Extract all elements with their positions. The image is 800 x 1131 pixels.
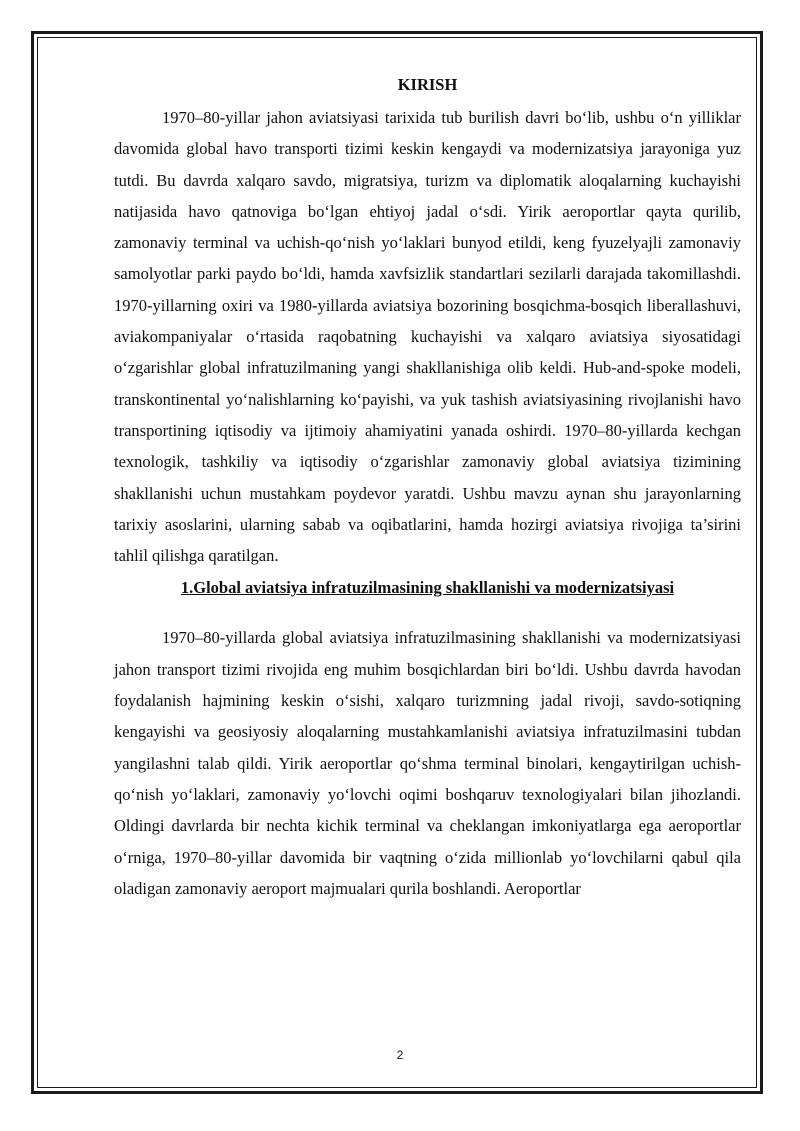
page-content — [114, 70, 741, 904]
section-paragraph: 1970–80-yillarda global aviatsiya infratuzilmasining shakllanishi va modernizatsiyasi jahon transport tizimi rivojida eng muhim bosqichlardan biri bo‘ldi. Ushbu davrda havodan foydalanish hajmining keskin o‘sishi, xalqaro turizmning jadal rivoji, savdo-sotiqning kengayishi va geosiyosiy aloqalarning mustahkamlanishi aviatsiya infratuzilmasini tubdan yangilashni talab qildi. Yirik aeroportlar qo‘shma terminal binolari, kengaytirilgan uchish-qo‘nish yo‘laklari, zamonaviy yo‘lovchi oqimi boshqaruv texnologiyalari bilan jihozlandi. Oldingi davrlarda bir nechta kichik terminal va cheklangan imkoniyatlarga ega aeroportlar o‘rniga, 1970–80-yillar davomida bir vaqtning o‘zida millionlab yo‘lovchilarni qabul qila oladigan zamonaviy aeroport majmualari qurila boshlandi. Aeroportlar — [114, 628, 741, 898]
section-title: 1.Global aviatsiya infratuzilmasining shakllanishi va modernizatsiyasi — [180, 578, 675, 598]
intro-paragraph: 1970–80-yillar jahon aviatsiyasi tarixida tub burilish davri bo‘lib, ushbu o‘n yilliklar davomida global havo transporti tizimi keskin kengaydi va modernizatsiya jarayoniga yuz tutdi. Bu davrda xalqaro savdo, migratsiya, turizm va diplomatik aloqalarning kuchayishi natijasida havo qatnoviga bo‘lgan ehtiyoj jadal o‘sdi. Yirik aeroportlar qayta qurilib, zamonaviy terminal va uchish-qo‘nish yo‘laklari bunyod etildi, keng fyuzelyajli zamonaviy samolyotlar parki paydo bo‘ldi, hamda xavfsizlik standartlari sezilarli darajada takomillashdi. 1970-yillarning oxiri va 1980-yillarda aviatsiya bozorining bosqichma-bosqich liberallashuvi, aviakompaniyalar o‘rtasida raqobatning kuchayishi va xalqaro aviatsiya siyosatidagi o‘zgarishlar global infratuzilmaning yangi shakllanishiga olib keldi. Hub-and-spoke modeli, transkontinental yo‘nalishlarning ko‘payishi, va yuk tashish aviatsiyasining rivojlanishi havo transportining iqtisodiy va ijtimoiy ahamiyatini yanada oshirdi. 1970–80-yillarda kechgan texnologik, tashkiliy va iqtisodiy o‘zgarishlar zamonaviy global aviatsiya tizimining shakllanishi uchun mustahkam poydevor yaratdi. Ushbu mavzu aynan shu jarayonlarning tarixiy asoslarini, ularning sabab va oqibatlarini, hamda hozirgi aviatsiya rivojiga ta’sirini tahlil qilishga qaratilgan. — [114, 108, 741, 566]
page-heading: KIRISH — [397, 75, 458, 94]
page-number: 2 — [396, 1048, 404, 1062]
